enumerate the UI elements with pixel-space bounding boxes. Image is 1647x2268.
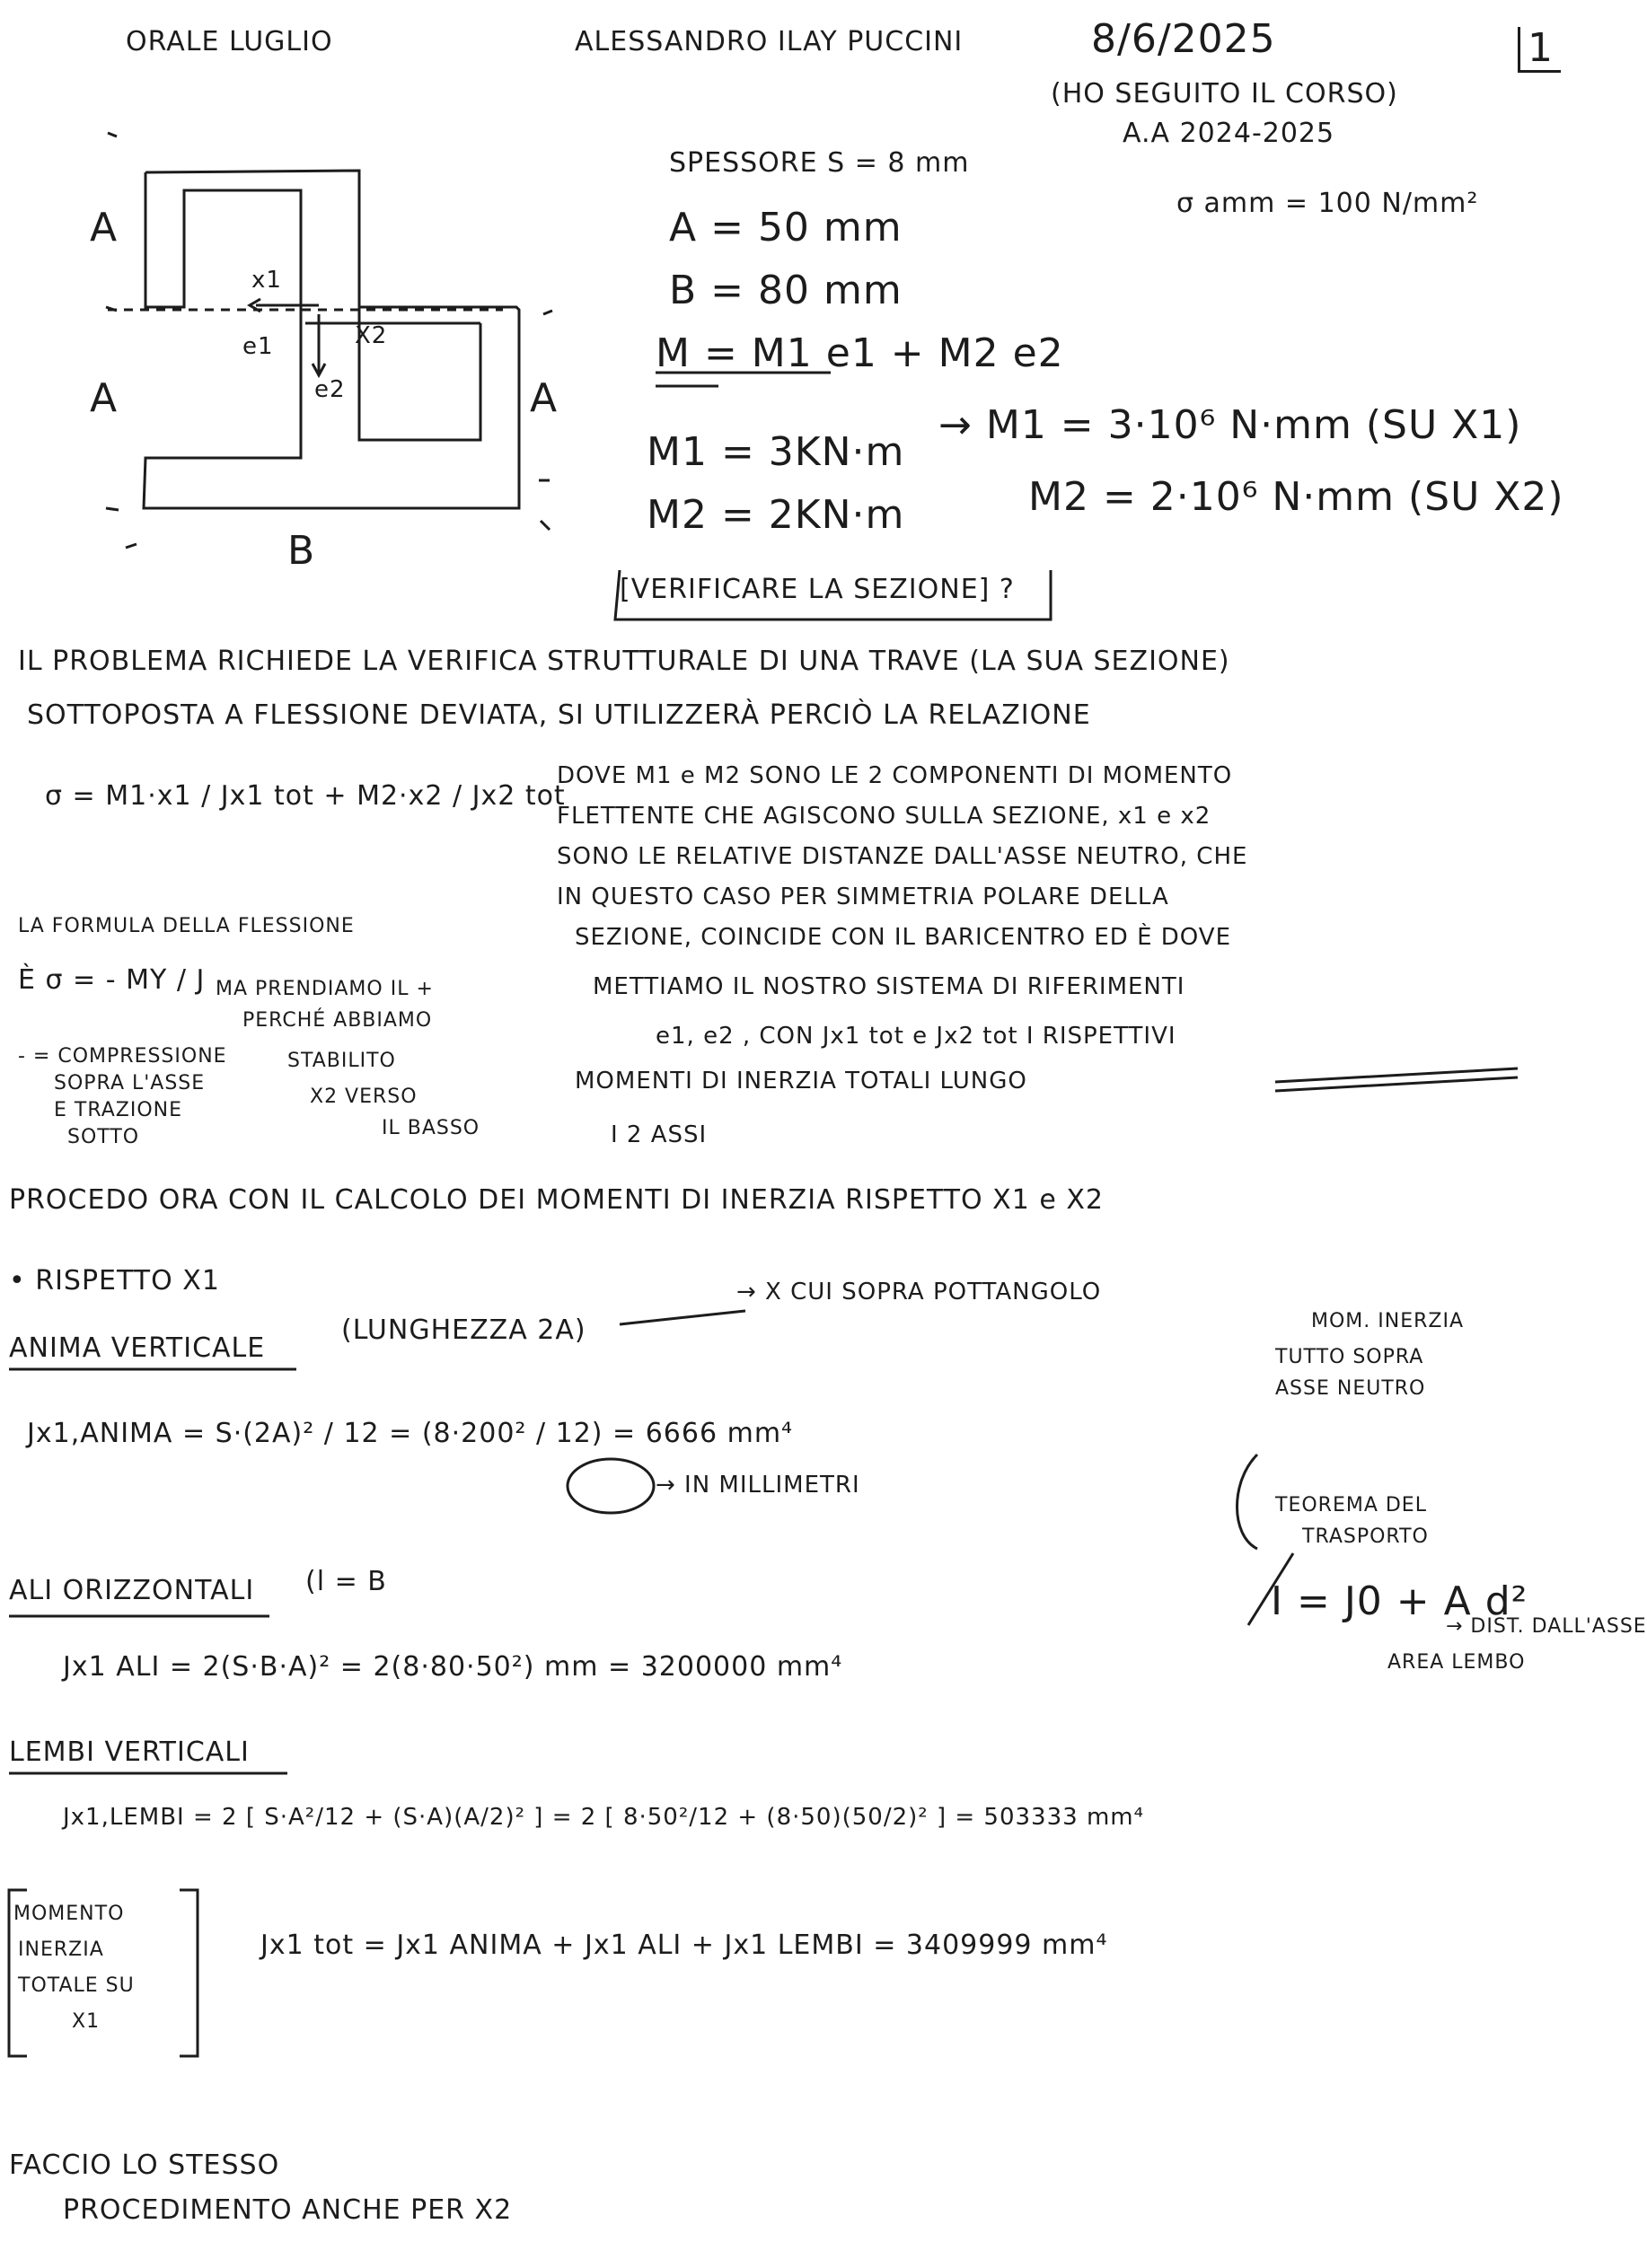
steiner-distance-note: → DIST. DALL'ASSE (1446, 1615, 1647, 1638)
total-label-2: INERZIA (18, 1938, 104, 1961)
sign-note-1: MA PRENDIAMO IL + (216, 978, 434, 1000)
explanation-right-2: FLETTENTE CHE AGISCONO SULLA SEZIONE, x1 e x2 (557, 803, 1211, 830)
dimension-ticks (106, 133, 552, 548)
bending-formula: È σ = - MY / J (18, 964, 206, 996)
thickness-value: SPESSORE S = 8 mm (669, 147, 970, 179)
side-note-5: TRASPORTO (1302, 1525, 1429, 1548)
explanation-right-7: e1, e2 , CON Jx1 tot e Jx2 tot I RISPETTIVI (656, 1023, 1176, 1050)
M2-value: M2 = 2KN·m (647, 492, 905, 538)
moment-vector: M = M1 e1 + M2 e2 (656, 330, 1064, 376)
compression-note-2: SOPRA L'ASSE (54, 1072, 206, 1094)
total-label-3: TOTALE SU (18, 1974, 135, 1997)
page-number: 1 (1518, 27, 1561, 73)
anima-length: (LUNGHEZZA 2A) (341, 1314, 586, 1346)
bending-formula-note: LA FORMULA DELLA FLESSIONE (18, 915, 355, 937)
section-outline (144, 171, 519, 508)
course-note: (HO SEGUITO IL CORSO) (1051, 78, 1398, 110)
anima-note-circle (568, 1459, 654, 1513)
sign-note-3: STABILITO (287, 1050, 396, 1072)
compression-note-3: E TRAZIONE (54, 1099, 183, 1121)
student-name: ALESSANDRO ILAY PUCCINI (575, 26, 964, 57)
respect-x1: • RISPETTO X1 (9, 1265, 220, 1297)
anima-arrow-line (620, 1311, 745, 1324)
web-outline (359, 171, 480, 440)
academic-year: A.A 2024-2025 (1123, 118, 1335, 149)
anima-title: ANIMA VERTICALE (9, 1332, 266, 1364)
B-value: B = 80 mm (669, 268, 903, 313)
side-note-3: ASSE NEUTRO (1275, 1377, 1426, 1400)
dim-B: B (287, 528, 316, 574)
axis-x1-label: x1 (251, 267, 282, 294)
side-note-4: TEOREMA DEL (1275, 1494, 1427, 1516)
explanation-line-2: SOTTOPOSTA A FLESSIONE DEVIATA, SI UTILIZZERÀ PERCIÒ LA RELAZIONE (27, 699, 1091, 731)
A-value: A = 50 mm (669, 205, 903, 251)
explanation-right-1: DOVE M1 e M2 SONO LE 2 COMPONENTI DI MOMENTO (557, 762, 1233, 789)
lembi-formula: Jx1,LEMBI = 2 [ S·A²/12 + (S·A)(A/2)² ] = 2 [ 8·50²/12 + (8·50)(50/2)² ] = 503333 mm⁴ (63, 1804, 1145, 1831)
verify-question: [VERIFICARE LA SEZIONE] ? (620, 574, 1015, 605)
final-note-1: FACCIO LO STESSO (9, 2149, 280, 2181)
ali-title: ALI ORIZZONTALI (9, 1575, 255, 1606)
strikethrough (1275, 1068, 1518, 1091)
deviated-bending-formula: σ = M1·x1 / Jx1 tot + M2·x2 / Jx2 tot (45, 780, 566, 812)
axis-x2-label: X2 (355, 322, 388, 349)
anima-formula: Jx1,ANIMA = S·(2A)² / 12 = (8·200² / 12) = 6666 mm⁴ (27, 1418, 794, 1449)
final-note-2: PROCEDIMENTO ANCHE PER X2 (63, 2194, 513, 2226)
total-label-1: MOMENTO (13, 1903, 125, 1925)
compression-note-1: - = COMPRESSIONE (18, 1045, 227, 1068)
ali-length: (l = B (305, 1566, 387, 1597)
anima-unit-note: → IN MILLIMETRI (656, 1472, 860, 1499)
side-note-brace (1237, 1455, 1258, 1549)
explanation-right-3: SONO LE RELATIVE DISTANZE DALL'ASSE NEUTRO, CHE (557, 843, 1248, 870)
explanation-right-5: SEZIONE, COINCIDE CON IL BARICENTRO ED È DOVE (575, 924, 1232, 951)
M2-converted: M2 = 2·10⁶ N·mm (SU X2) (1028, 474, 1564, 520)
side-note-2: TUTTO SOPRA (1275, 1346, 1424, 1368)
M1-converted: → M1 = 3·10⁶ N·mm (SU X1) (938, 402, 1522, 448)
dim-A-left: A (90, 375, 119, 421)
explanation-right-9: I 2 ASSI (611, 1121, 708, 1148)
sign-note-2: PERCHÉ ABBIAMO (242, 1009, 433, 1032)
ali-formula: Jx1 ALI = 2(S·B·A)² = 2(8·80·50²) mm = 3200000 mm⁴ (63, 1651, 843, 1683)
compression-note-4: SOTTO (67, 1126, 140, 1148)
total-inertia-formula: Jx1 tot = Jx1 ANIMA + Jx1 ALI + Jx1 LEMBI = 3409999 mm⁴ (260, 1930, 1108, 1961)
exam-date: 8/6/2025 (1091, 16, 1276, 62)
explanation-right-6: METTIAMO IL NOSTRO SISTEMA DI RIFERIMENTI (593, 973, 1185, 1000)
steiner-theorem: I = J0 + A d² (1271, 1578, 1528, 1624)
sign-note-4: X2 VERSO (310, 1086, 418, 1108)
explanation-line-1: IL PROBLEMA RICHIEDE LA VERIFICA STRUTTURALE DI UNA TRAVE (LA SUA SEZIONE) (18, 646, 1230, 677)
dim-A-right: A (530, 375, 559, 421)
lembi-title: LEMBI VERTICALI (9, 1736, 250, 1768)
sigma-admissible: σ amm = 100 N/mm² (1176, 188, 1479, 219)
explanation-right-8: MOMENTI DI INERZIA TOTALI LUNGO (575, 1068, 1027, 1094)
steiner-area-note: AREA LEMBO (1387, 1651, 1526, 1674)
axis-e1-label: e1 (242, 333, 274, 360)
exam-title: ORALE LUGLIO (126, 26, 333, 57)
total-label-4: X1 (72, 2010, 101, 2033)
side-note-1: MOM. INERZIA (1311, 1310, 1465, 1332)
anima-arrow-note: → X CUI SOPRA POTTANGOLO (736, 1279, 1102, 1305)
sign-note-5: IL BASSO (382, 1117, 480, 1139)
axis-e2-label: e2 (314, 376, 346, 403)
M1-value: M1 = 3KN·m (647, 429, 905, 475)
dim-A-top: A (90, 205, 119, 251)
explanation-right-4: IN QUESTO CASO PER SIMMETRIA POLARE DELLA (557, 883, 1169, 910)
procedure-intro: PROCEDO ORA CON IL CALCOLO DEI MOMENTI DI INERZIA RISPETTO X1 e X2 (9, 1184, 1104, 1216)
